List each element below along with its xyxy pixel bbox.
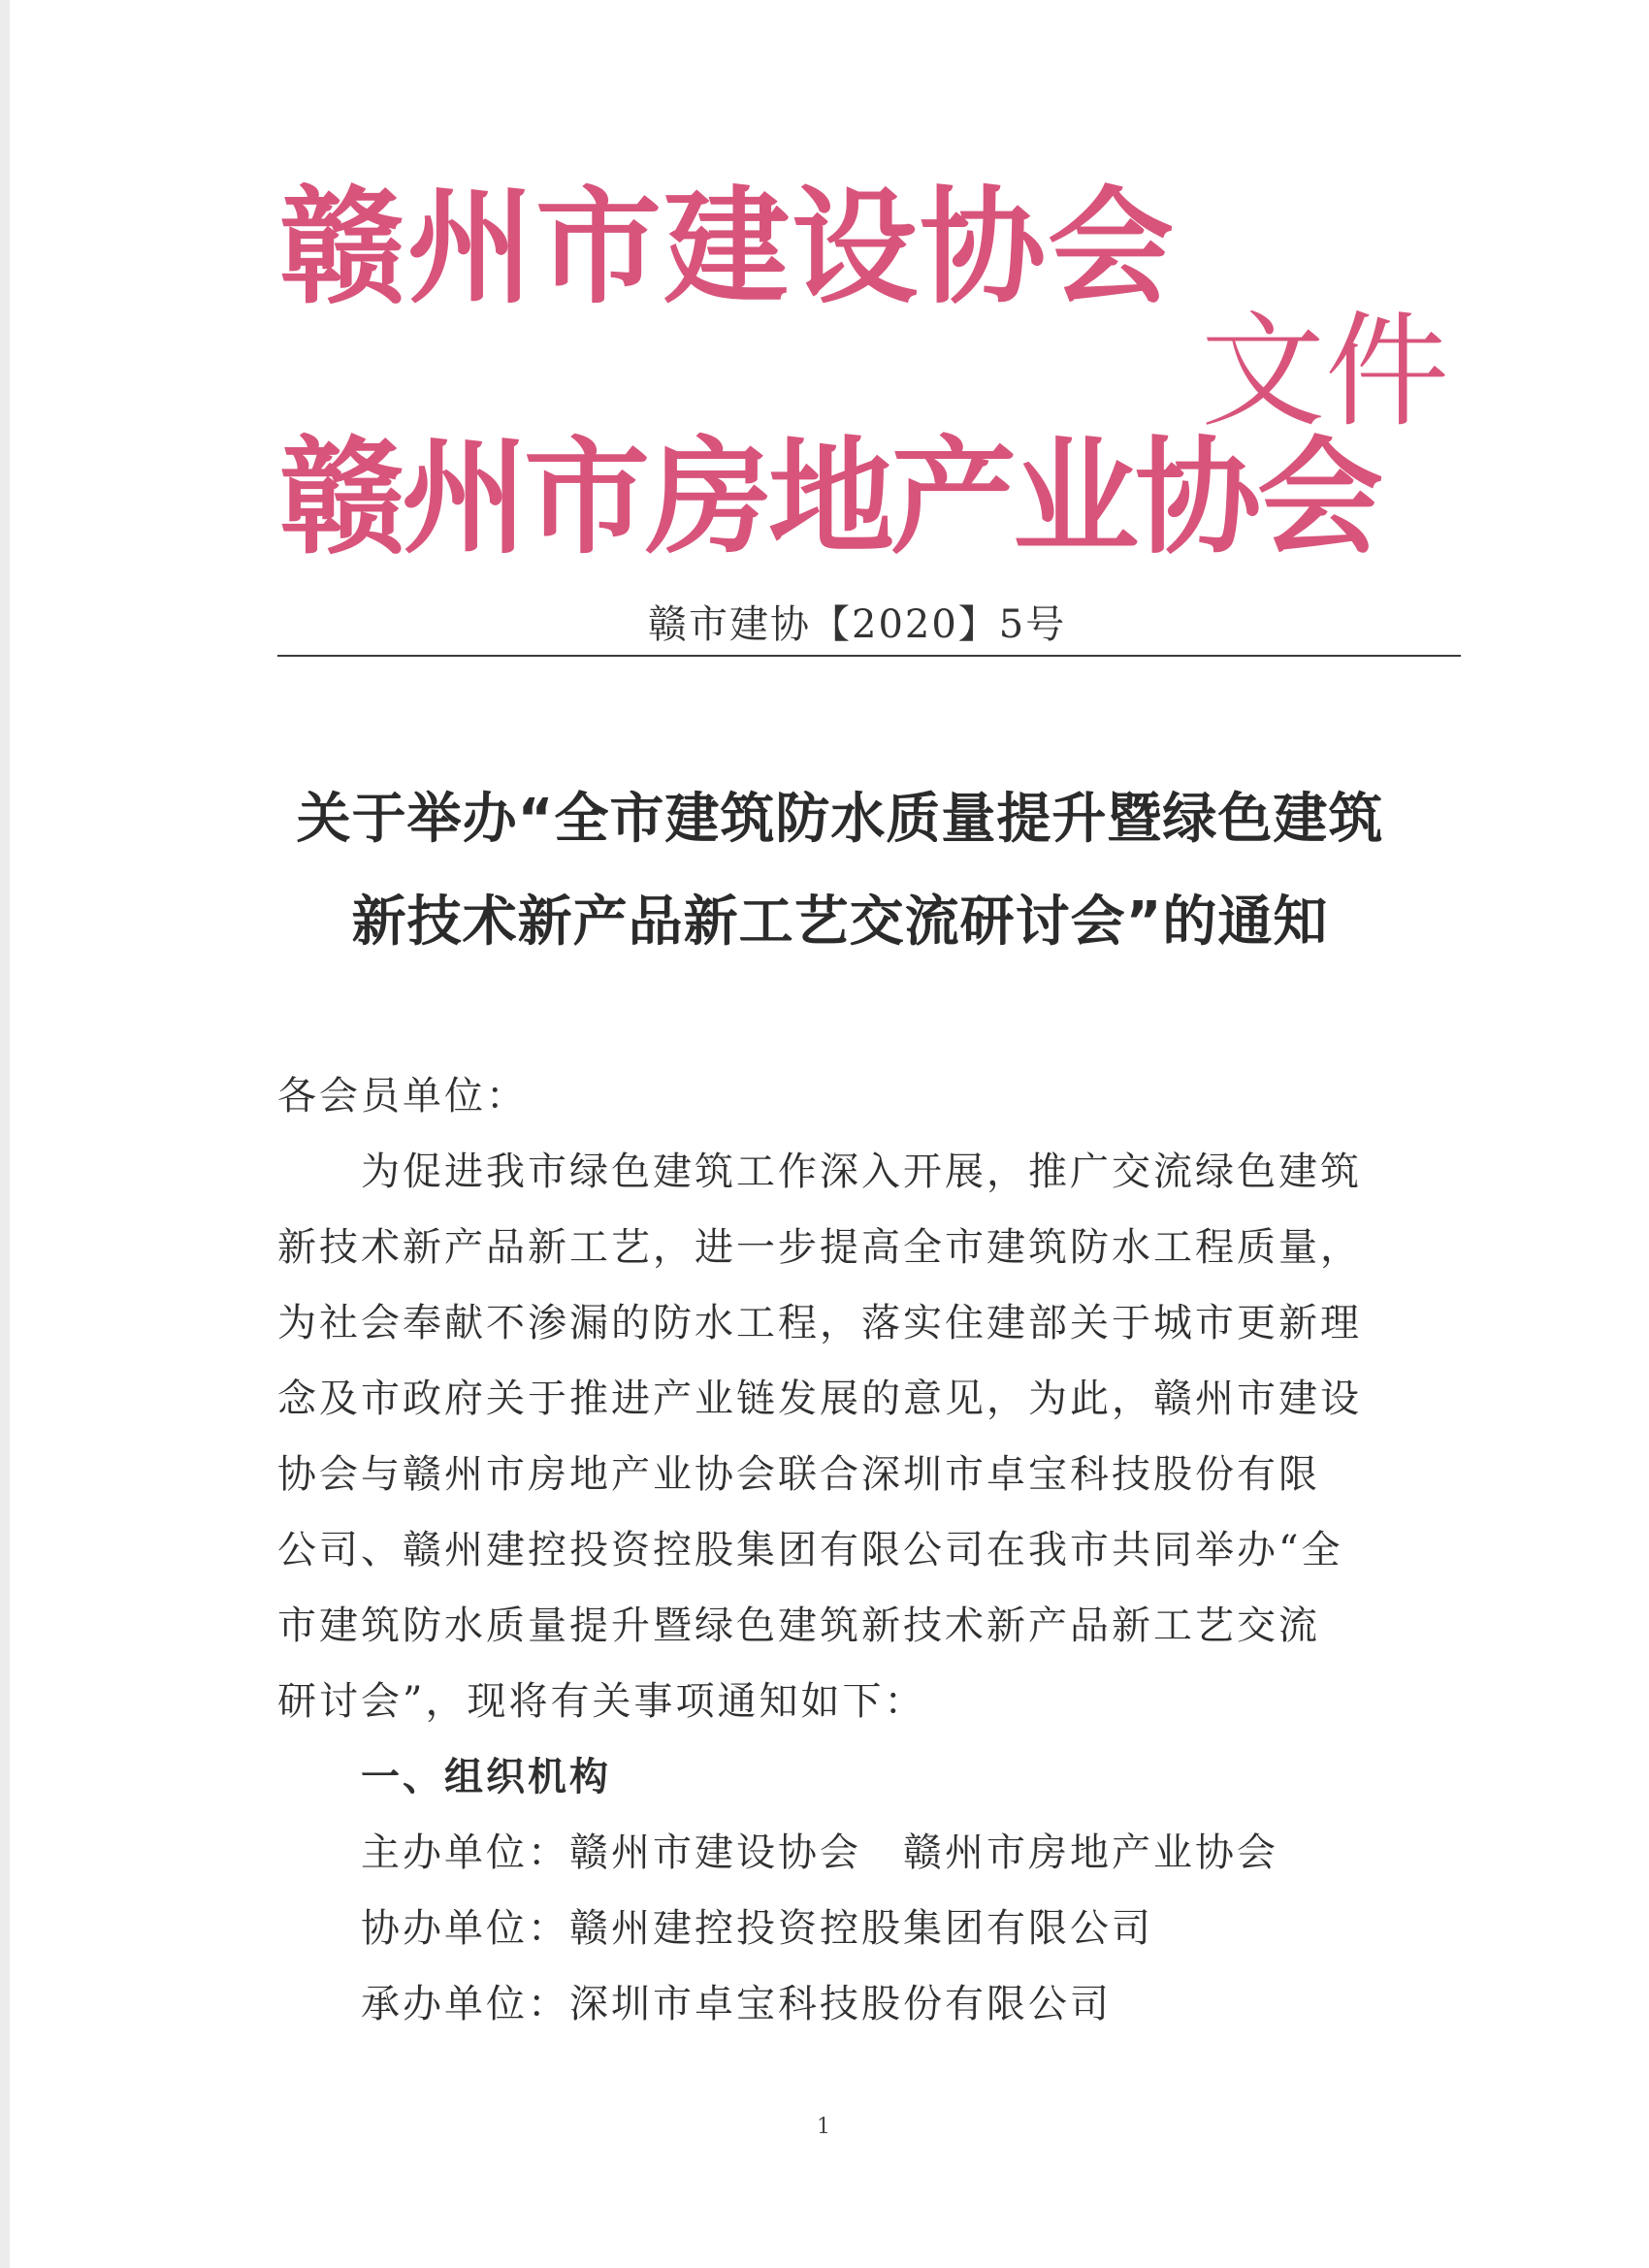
body-line-1: 为促进我市绿色建筑工作深入开展，推广交流绿色建筑 xyxy=(361,1150,1362,1194)
salutation: 各会员单位： xyxy=(277,1074,528,1118)
header-org-construction: 赣州市建设协会 xyxy=(279,174,1177,321)
page-number: 1 xyxy=(817,2115,830,2139)
host-units: 主办单位：赣州市建设协会 赣州市房地产业协会 xyxy=(361,1831,1278,1875)
title-line-2: 新技术新产品新工艺交流研讨会”的通知 xyxy=(351,891,1329,954)
header-org-real-estate: 赣州市房地产业协会 xyxy=(279,424,1380,571)
body-line-8: 研讨会”，现将有关事项通知如下： xyxy=(277,1679,926,1724)
header-doc-label: 文件 xyxy=(1201,300,1450,444)
header-divider xyxy=(277,655,1461,657)
section-heading-organization: 一、组织机构 xyxy=(361,1755,611,1799)
scan-edge-shadow xyxy=(0,0,10,2268)
body-line-7: 市建筑防水质量提升暨绿色建筑新技术新产品新工艺交流 xyxy=(277,1604,1320,1648)
organizer-units: 承办单位：深圳市卓宝科技股份有限公司 xyxy=(361,1982,1112,2026)
document-number: 赣市建协【2020】5号 xyxy=(648,602,1067,647)
body-line-4: 念及市政府关于推进产业链发展的意见，为此，赣州市建设 xyxy=(277,1377,1362,1421)
body-line-6: 公司、赣州建控投资控股集团有限公司在我市共同举办“全 xyxy=(277,1528,1343,1572)
body-line-5: 协会与赣州市房地产业协会联合深圳市卓宝科技股份有限 xyxy=(277,1452,1320,1497)
body-line-2: 新技术新产品新工艺，进一步提高全市建筑防水工程质量， xyxy=(277,1225,1362,1270)
co-host-units: 协办单位：赣州建控投资控股集团有限公司 xyxy=(361,1906,1153,1951)
body-line-3: 为社会奉献不渗漏的防水工程，落实住建部关于城市更新理 xyxy=(277,1301,1362,1345)
title-line-1: 关于举办“全市建筑防水质量提升暨绿色建筑 xyxy=(296,788,1384,851)
